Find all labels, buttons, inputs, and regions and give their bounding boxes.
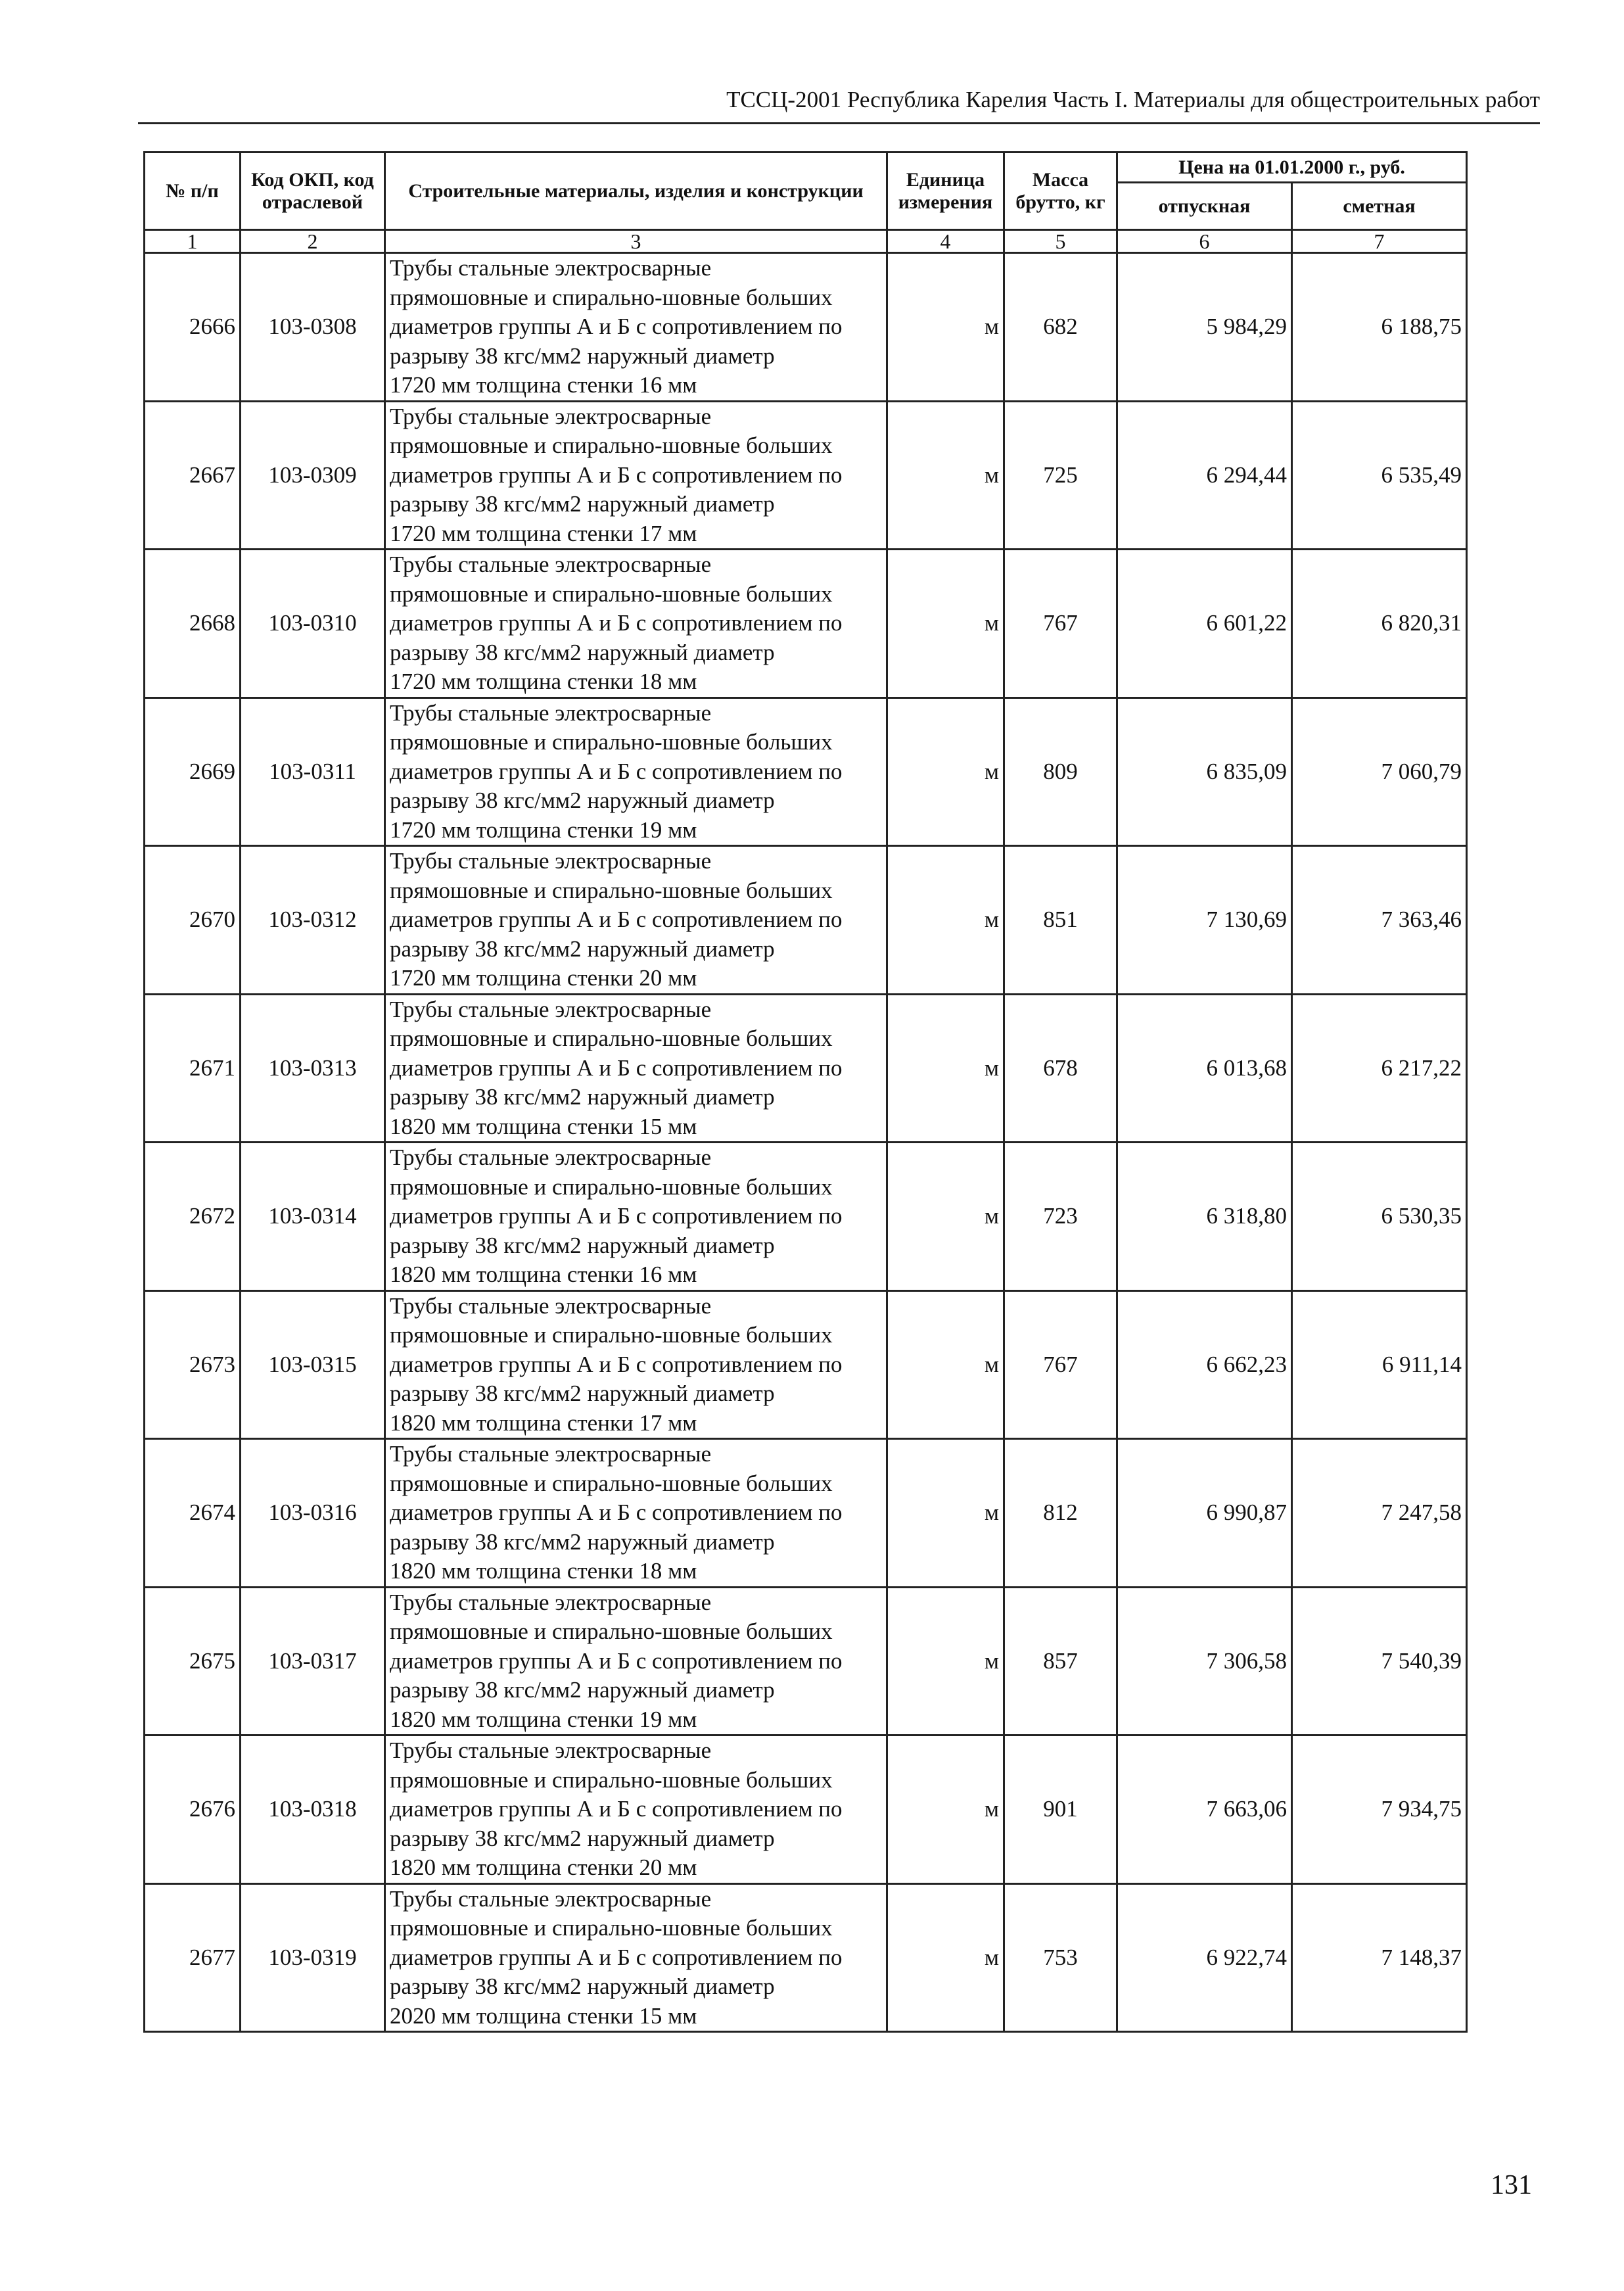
row-price-release: 6 922,74 bbox=[1117, 1883, 1292, 2032]
row-price-release: 6 294,44 bbox=[1117, 401, 1292, 550]
row-description: Трубы стальные электросварные прямошовные и спирально-шовные больших диаметров группы А и Б с сопротивлением по разрыву 38 кгс/мм2 наружный диаметр 1820 мм толщина стенки 20 мм bbox=[385, 1736, 887, 1884]
column-number: 5 bbox=[1004, 230, 1117, 253]
document-title: ТССЦ-2001 Республика Карелия Часть I. Материалы для общестроительных работ bbox=[726, 87, 1540, 112]
row-unit: м bbox=[887, 1587, 1004, 1736]
row-code: 103-0313 bbox=[241, 994, 385, 1143]
table-row bbox=[145, 550, 1467, 698]
column-number: 2 bbox=[241, 230, 385, 253]
table-row bbox=[145, 846, 1467, 995]
row-number: 2674 bbox=[145, 1439, 241, 1588]
row-price-estimate: 7 247,58 bbox=[1292, 1439, 1467, 1588]
row-price-release: 6 318,80 bbox=[1117, 1143, 1292, 1291]
column-header-price-group: Цена на 01.01.2000 г., руб. bbox=[1117, 153, 1467, 183]
column-header-unit: Единица измерения bbox=[887, 153, 1004, 230]
row-number: 2676 bbox=[145, 1736, 241, 1884]
row-number: 2672 bbox=[145, 1143, 241, 1291]
price-table bbox=[143, 151, 1468, 2033]
table-row bbox=[145, 994, 1467, 1143]
row-price-estimate: 6 535,49 bbox=[1292, 401, 1467, 550]
row-code: 103-0310 bbox=[241, 550, 385, 698]
row-code: 103-0315 bbox=[241, 1290, 385, 1439]
page-number: 131 bbox=[1491, 2170, 1532, 2200]
row-price-release: 5 984,29 bbox=[1117, 253, 1292, 402]
row-price-estimate: 6 188,75 bbox=[1292, 253, 1467, 402]
row-description: Трубы стальные электросварные прямошовные и спирально-шовные больших диаметров группы А и Б с сопротивлением по разрыву 38 кгс/мм2 наружный диаметр 1820 мм толщина стенки 16 мм bbox=[385, 1143, 887, 1291]
row-number: 2667 bbox=[145, 401, 241, 550]
row-description: Трубы стальные электросварные прямошовные и спирально-шовные больших диаметров группы А и Б с сопротивлением по разрыву 38 кгс/мм2 наружный диаметр 1720 мм толщина стенки 19 мм bbox=[385, 697, 887, 846]
row-unit: м bbox=[887, 846, 1004, 995]
row-mass: 723 bbox=[1004, 1143, 1117, 1291]
row-price-release: 6 835,09 bbox=[1117, 697, 1292, 846]
row-price-estimate: 7 363,46 bbox=[1292, 846, 1467, 995]
row-description: Трубы стальные электросварные прямошовные и спирально-шовные больших диаметров группы А и Б с сопротивлением по разрыву 38 кгс/мм2 наружный диаметр 1720 мм толщина стенки 18 мм bbox=[385, 550, 887, 698]
table-row bbox=[145, 401, 1467, 550]
column-number: 7 bbox=[1292, 230, 1467, 253]
row-number: 2670 bbox=[145, 846, 241, 995]
row-mass: 753 bbox=[1004, 1883, 1117, 2032]
row-description: Трубы стальные электросварные прямошовные и спирально-шовные больших диаметров группы А и Б с сопротивлением по разрыву 38 кгс/мм2 наружный диаметр 1820 мм толщина стенки 15 мм bbox=[385, 994, 887, 1143]
column-header-mass: Масса брутто, кг bbox=[1004, 153, 1117, 230]
row-mass: 809 bbox=[1004, 697, 1117, 846]
row-mass: 725 bbox=[1004, 401, 1117, 550]
table-row bbox=[145, 1587, 1467, 1736]
row-unit: м bbox=[887, 994, 1004, 1143]
row-code: 103-0309 bbox=[241, 401, 385, 550]
row-description: Трубы стальные электросварные прямошовные и спирально-шовные больших диаметров группы А и Б с сопротивлением по разрыву 38 кгс/мм2 наружный диаметр 1720 мм толщина стенки 16 мм bbox=[385, 253, 887, 402]
column-header-price-release: отпускная bbox=[1117, 183, 1292, 230]
row-unit: м bbox=[887, 401, 1004, 550]
table-row bbox=[145, 1290, 1467, 1439]
row-price-release: 6 601,22 bbox=[1117, 550, 1292, 698]
row-price-release: 7 130,69 bbox=[1117, 846, 1292, 995]
row-mass: 857 bbox=[1004, 1587, 1117, 1736]
row-price-estimate: 6 820,31 bbox=[1292, 550, 1467, 698]
row-price-release: 7 663,06 bbox=[1117, 1736, 1292, 1884]
column-header-price-estimate: сметная bbox=[1292, 183, 1467, 230]
table-row bbox=[145, 1439, 1467, 1588]
table-row bbox=[145, 697, 1467, 846]
row-code: 103-0318 bbox=[241, 1736, 385, 1884]
row-description: Трубы стальные электросварные прямошовные и спирально-шовные больших диаметров группы А и Б с сопротивлением по разрыву 38 кгс/мм2 наружный диаметр 1820 мм толщина стенки 17 мм bbox=[385, 1290, 887, 1439]
table-body bbox=[145, 230, 1467, 2032]
column-number: 3 bbox=[385, 230, 887, 253]
row-description: Трубы стальные электросварные прямошовные и спирально-шовные больших диаметров группы А и Б с сопротивлением по разрыву 38 кгс/мм2 наружный диаметр 1820 мм толщина стенки 19 мм bbox=[385, 1587, 887, 1736]
row-code: 103-0308 bbox=[241, 253, 385, 402]
row-unit: м bbox=[887, 697, 1004, 846]
row-price-release: 6 013,68 bbox=[1117, 994, 1292, 1143]
column-header-num: № п/п bbox=[145, 153, 241, 230]
column-number: 6 bbox=[1117, 230, 1292, 253]
row-unit: м bbox=[887, 1143, 1004, 1291]
row-price-estimate: 6 911,14 bbox=[1292, 1290, 1467, 1439]
table-row bbox=[145, 1736, 1467, 1884]
table-row bbox=[145, 253, 1467, 402]
row-unit: м bbox=[887, 1439, 1004, 1588]
column-header-description: Строительные материалы, изделия и конструкции bbox=[385, 153, 887, 230]
row-price-estimate: 7 060,79 bbox=[1292, 697, 1467, 846]
row-description: Трубы стальные электросварные прямошовные и спирально-шовные больших диаметров группы А и Б с сопротивлением по разрыву 38 кгс/мм2 наружный диаметр 1720 мм толщина стенки 17 мм bbox=[385, 401, 887, 550]
row-code: 103-0317 bbox=[241, 1587, 385, 1736]
row-mass: 678 bbox=[1004, 994, 1117, 1143]
row-description: Трубы стальные электросварные прямошовные и спирально-шовные больших диаметров группы А и Б с сопротивлением по разрыву 38 кгс/мм2 наружный диаметр 2020 мм толщина стенки 15 мм bbox=[385, 1883, 887, 2032]
row-price-release: 7 306,58 bbox=[1117, 1587, 1292, 1736]
column-number: 1 bbox=[145, 230, 241, 253]
row-price-estimate: 7 540,39 bbox=[1292, 1587, 1467, 1736]
page-header bbox=[138, 78, 1540, 124]
row-unit: м bbox=[887, 1736, 1004, 1884]
row-mass: 812 bbox=[1004, 1439, 1117, 1588]
row-number: 2671 bbox=[145, 994, 241, 1143]
table-row bbox=[145, 1143, 1467, 1291]
row-mass: 767 bbox=[1004, 550, 1117, 698]
column-number: 4 bbox=[887, 230, 1004, 253]
row-number: 2675 bbox=[145, 1587, 241, 1736]
row-code: 103-0311 bbox=[241, 697, 385, 846]
column-header-code: Код ОКП, код отраслевой bbox=[241, 153, 385, 230]
row-description: Трубы стальные электросварные прямошовные и спирально-шовные больших диаметров группы А и Б с сопротивлением по разрыву 38 кгс/мм2 наружный диаметр 1820 мм толщина стенки 18 мм bbox=[385, 1439, 887, 1588]
row-number: 2677 bbox=[145, 1883, 241, 2032]
row-code: 103-0314 bbox=[241, 1143, 385, 1291]
row-code: 103-0319 bbox=[241, 1883, 385, 2032]
row-description: Трубы стальные электросварные прямошовные и спирально-шовные больших диаметров группы А и Б с сопротивлением по разрыву 38 кгс/мм2 наружный диаметр 1720 мм толщина стенки 20 мм bbox=[385, 846, 887, 995]
row-number: 2673 bbox=[145, 1290, 241, 1439]
row-price-estimate: 6 217,22 bbox=[1292, 994, 1467, 1143]
row-price-release: 6 990,87 bbox=[1117, 1439, 1292, 1588]
row-code: 103-0316 bbox=[241, 1439, 385, 1588]
row-mass: 901 bbox=[1004, 1736, 1117, 1884]
row-number: 2669 bbox=[145, 697, 241, 846]
row-mass: 851 bbox=[1004, 846, 1117, 995]
row-price-release: 6 662,23 bbox=[1117, 1290, 1292, 1439]
table-row bbox=[145, 1883, 1467, 2032]
row-code: 103-0312 bbox=[241, 846, 385, 995]
row-mass: 682 bbox=[1004, 253, 1117, 402]
row-unit: м bbox=[887, 253, 1004, 402]
row-unit: м bbox=[887, 550, 1004, 698]
row-price-estimate: 7 934,75 bbox=[1292, 1736, 1467, 1884]
row-price-estimate: 6 530,35 bbox=[1292, 1143, 1467, 1291]
column-numbers-row bbox=[145, 230, 1467, 253]
row-price-estimate: 7 148,37 bbox=[1292, 1883, 1467, 2032]
row-unit: м bbox=[887, 1883, 1004, 2032]
row-mass: 767 bbox=[1004, 1290, 1117, 1439]
row-unit: м bbox=[887, 1290, 1004, 1439]
table-header bbox=[145, 153, 1467, 230]
row-number: 2668 bbox=[145, 550, 241, 698]
row-number: 2666 bbox=[145, 253, 241, 402]
